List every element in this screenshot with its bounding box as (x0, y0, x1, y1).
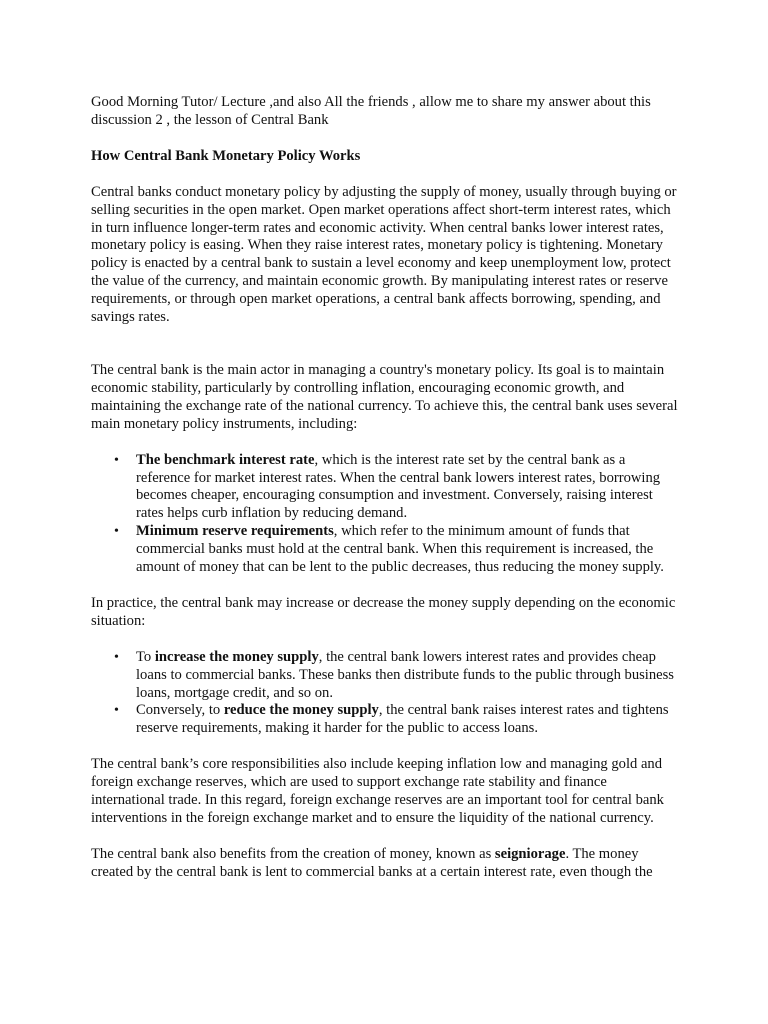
document-page (91, 94, 683, 900)
bullet-icon: • (114, 524, 119, 540)
paragraph-central-bank-role: The central bank is the main actor in managing a country's monetary policy. Its goal is to maintain economic stability, particularly by controlling inflation, encouraging economic growth, and maintaining the exchange rate of the national currency. To achieve this, the central bank uses several main monetary policy instruments, including: (91, 361, 678, 432)
list-item-prefix: To (136, 648, 155, 665)
bullet-icon: • (114, 452, 119, 468)
list-item-text: , which refer to the minimum amount of funds that commercial banks must hold at the central bank. When this requirement is increased, the amount of money that can be lent to the public decreases, thus reducing the money supply. (136, 523, 664, 576)
paragraph-text: . The money created by the central bank is lent to commercial banks at a certain interest rate, even though the (91, 845, 653, 880)
paragraph-monetary-policy: Central banks conduct monetary policy by adjusting the supply of money, usually through buying or selling securities in the open market. Open market operations affect short-term interest rates, which in turn influence longer-term rates and economic activity. When central banks lower interest rates, monetary policy is easing. When they raise interest rates, monetary policy is tightening. Monetary policy is enacted by a central bank to sustain a level economy and keep unemployment low, protect the value of the currency, and maintain economic growth. By manipulating interest rates or reserve requirements, or through open market operations, a central bank affects borrowing, spending, and savings rates. (91, 183, 677, 326)
list-item (114, 523, 683, 577)
seigniorage-term: seigniorage (494, 845, 566, 862)
list-item-term: increase the money supply (154, 648, 319, 665)
list-item (114, 702, 683, 738)
list-item-term: reduce the money supply (223, 702, 379, 719)
intro-paragraph: Good Morning Tutor/ Lecture ,and also All the friends , allow me to share my answer about this discussion 2 , the lesson of Central Bank (91, 94, 651, 128)
bullet-icon: • (114, 703, 119, 719)
paragraph-prefix: The central bank also benefits from the creation of money, known as (91, 845, 495, 862)
list-item-prefix: Conversely, to (136, 702, 224, 719)
paragraph-core-responsibilities: The central bank’s core responsibilities also include keeping inflation low and managing gold and foreign exchange reserves, which are used to support exchange rate stability and finance international trade. In this regard, foreign exchange reserves are an important tool for central bank interventions in the foreign exchange market and to ensure the liquidity of the national currency. (91, 756, 664, 826)
paragraph-in-practice: In practice, the central bank may increase or decrease the money supply depending on the economic situation: (91, 594, 676, 629)
list-item-text: , the central bank raises interest rates and tightens reserve requirements, making it harder for the public to access loans. (136, 702, 669, 737)
list-item (114, 451, 683, 524)
bullet-icon: • (114, 649, 119, 665)
list-item-text: , which is the interest rate set by the central bank as a reference for market interest rates. When the central bank lowers interest rates, borrowing becomes cheaper, encouraging consumption and investment. Conversely, raising interest rates helps curb inflation by reducing demand. (136, 451, 661, 522)
list-item-text: , the central bank lowers interest rates and provides cheap loans to commercial banks. These banks then distribute funds to the public through business loans, mortgage credit, and so on. (136, 648, 674, 701)
list-item-term: The benchmark interest rate (136, 451, 315, 468)
list-item (114, 648, 683, 703)
instruments-list (91, 452, 683, 577)
paragraph-seigniorage (91, 846, 683, 882)
section-heading: How Central Bank Monetary Policy Works (91, 147, 361, 164)
list-item-term: Minimum reserve requirements (136, 523, 334, 540)
practice-list (91, 649, 683, 739)
